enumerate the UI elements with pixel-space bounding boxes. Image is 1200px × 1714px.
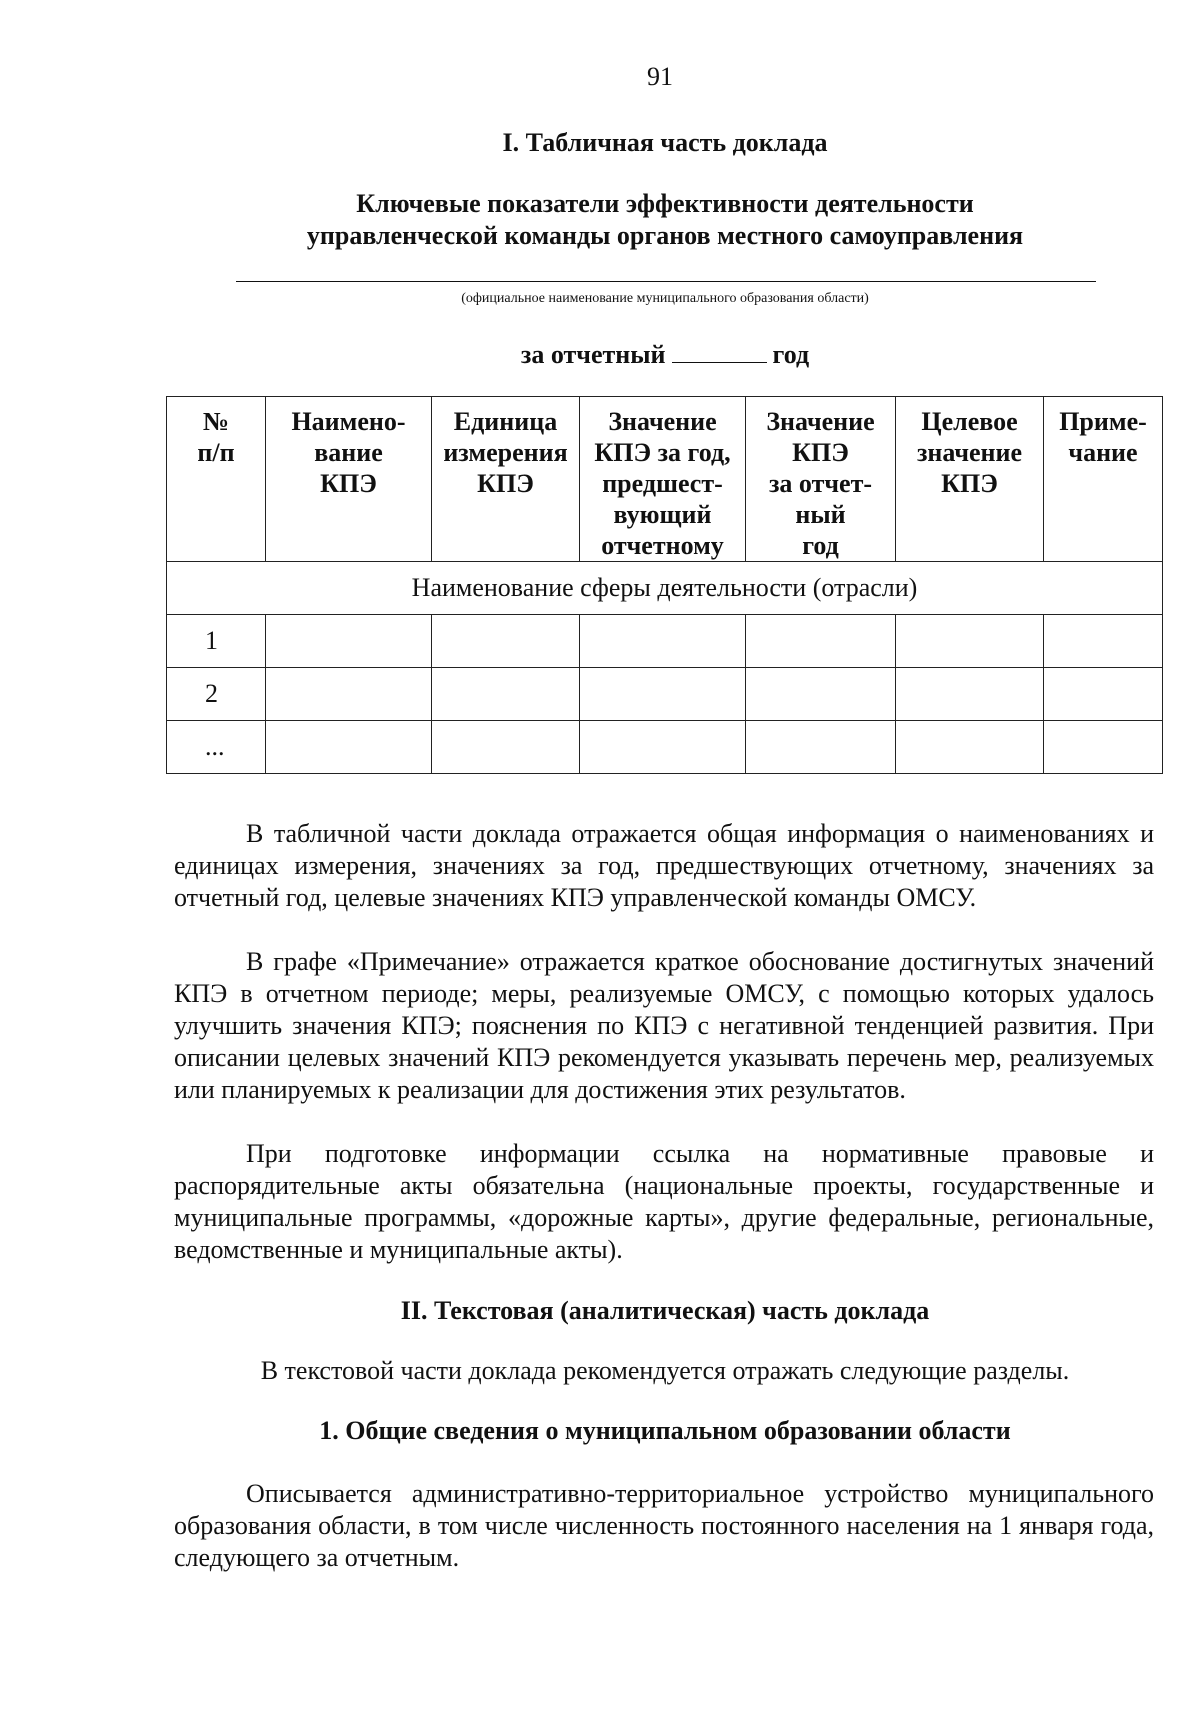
header-line: измерения [443,438,568,467]
header-line: КПЭ [320,469,377,498]
document-title-line-1: Ключевые показатели эффективности деятельности [356,189,974,218]
header-line: значение [916,438,1023,467]
empty-cell [432,615,580,668]
page-number: 91 [647,62,673,91]
document-title [0,188,1200,252]
header-line: КПЭ [477,469,534,498]
header-line: предшест- [602,469,723,498]
empty-cell [1044,721,1163,774]
header-line: № [202,407,230,436]
section-2-intro: В текстовой части доклада рекомендуется отражать следующие разделы. [260,1356,1070,1385]
header-line: вание [314,438,383,467]
header-line: чание [1068,438,1138,467]
year-blank [672,340,767,363]
header-unit [432,397,580,562]
table-row [167,668,1163,721]
empty-cell [896,721,1044,774]
header-line: КПЭ [941,469,998,498]
table-row [167,721,1163,774]
header-kpi-name [266,397,432,562]
empty-cell [896,615,1044,668]
header-line: Целевое [921,407,1018,436]
sphere-row-label: Наименование сферы деятельности (отрасли) [167,562,1163,615]
header-line: Значение [766,407,875,436]
empty-cell [580,721,746,774]
kpi-table [166,396,1163,774]
paragraph-1: В табличной части доклада отражается общая информация о наименованиях и единицах измерения, значениях за год, предшествующих отчетному, значениях за отчетный год, целевые значениях КПЭ управленческой команды ОМСУ. [174,819,1154,912]
empty-cell [746,615,896,668]
kpi-table-header-row [167,397,1163,562]
row-number-cell: 2 [167,668,266,721]
header-line: отчетному [601,531,724,560]
empty-cell [896,668,1044,721]
header-line: КПЭ [792,438,849,467]
period-suffix: год [772,340,810,369]
header-prev-year-value [580,397,746,562]
header-line: ный [795,500,846,529]
empty-cell [580,615,746,668]
period-prefix: за отчетный [520,340,666,369]
row-number-cell: 1 [167,615,266,668]
table-row [167,615,1163,668]
header-note [1044,397,1163,562]
empty-cell [432,721,580,774]
header-line: вующий [613,500,712,529]
header-line: Приме- [1059,407,1147,436]
header-line: год [802,531,839,560]
sphere-row [167,562,1163,615]
header-number [167,397,266,562]
header-line: Значение [608,407,717,436]
document-title-line-2: управленческой команды органов местного самоуправления [306,221,1024,250]
empty-cell [266,721,432,774]
municipality-caption: (официальное наименование муниципального образования области) [461,291,869,306]
header-line: Наимено- [291,407,406,436]
header-line: КПЭ за год, [594,438,731,467]
empty-cell [266,668,432,721]
empty-cell [580,668,746,721]
subsection-1-text: Описывается административно-территориальное устройство муниципального образования области, в том числе численность постоянного населения на 1 января года, следующего за отчетным. [174,1479,1154,1572]
paragraph-3: При подготовке информации ссылка на нормативные правовые и распорядительные акты обязательна (национальные проекты, государственные и муниципальные программы, «дорожные карты», другие федеральные, региональные, ведомственные и муниципальные акты). [174,1139,1154,1264]
header-reporting-year-value [746,397,896,562]
paragraph-2: В графе «Примечание» отражается краткое обоснование достигнутых значений КПЭ в отчетном периоде; меры, реализуемые ОМСУ, с помощью которых удалось улучшить значения КПЭ; пояснения по КПЭ с негативной тенденцией развития. При описании целевых значений КПЭ рекомендуется указывать перечень мер, реализуемых или планируемых к реализации для достижения этих результатов. [174,947,1154,1104]
empty-cell [266,615,432,668]
header-target-value [896,397,1044,562]
row-number-cell: ... [167,721,266,774]
subsection-1-title: 1. Общие сведения о муниципальном образовании области [319,1416,1011,1445]
section-1-title: I. Табличная часть доклада [502,128,828,157]
empty-cell [1044,668,1163,721]
header-line: за отчет- [768,469,872,498]
reporting-period-line [0,340,1200,370]
empty-cell [746,721,896,774]
section-2-title: II. Текстовая (аналитическая) часть доклада [400,1296,930,1325]
municipality-name-blank-line [236,281,1096,282]
empty-cell [1044,615,1163,668]
empty-cell [432,668,580,721]
header-line: п/п [197,438,235,467]
header-line: Единица [453,407,558,436]
empty-cell [746,668,896,721]
